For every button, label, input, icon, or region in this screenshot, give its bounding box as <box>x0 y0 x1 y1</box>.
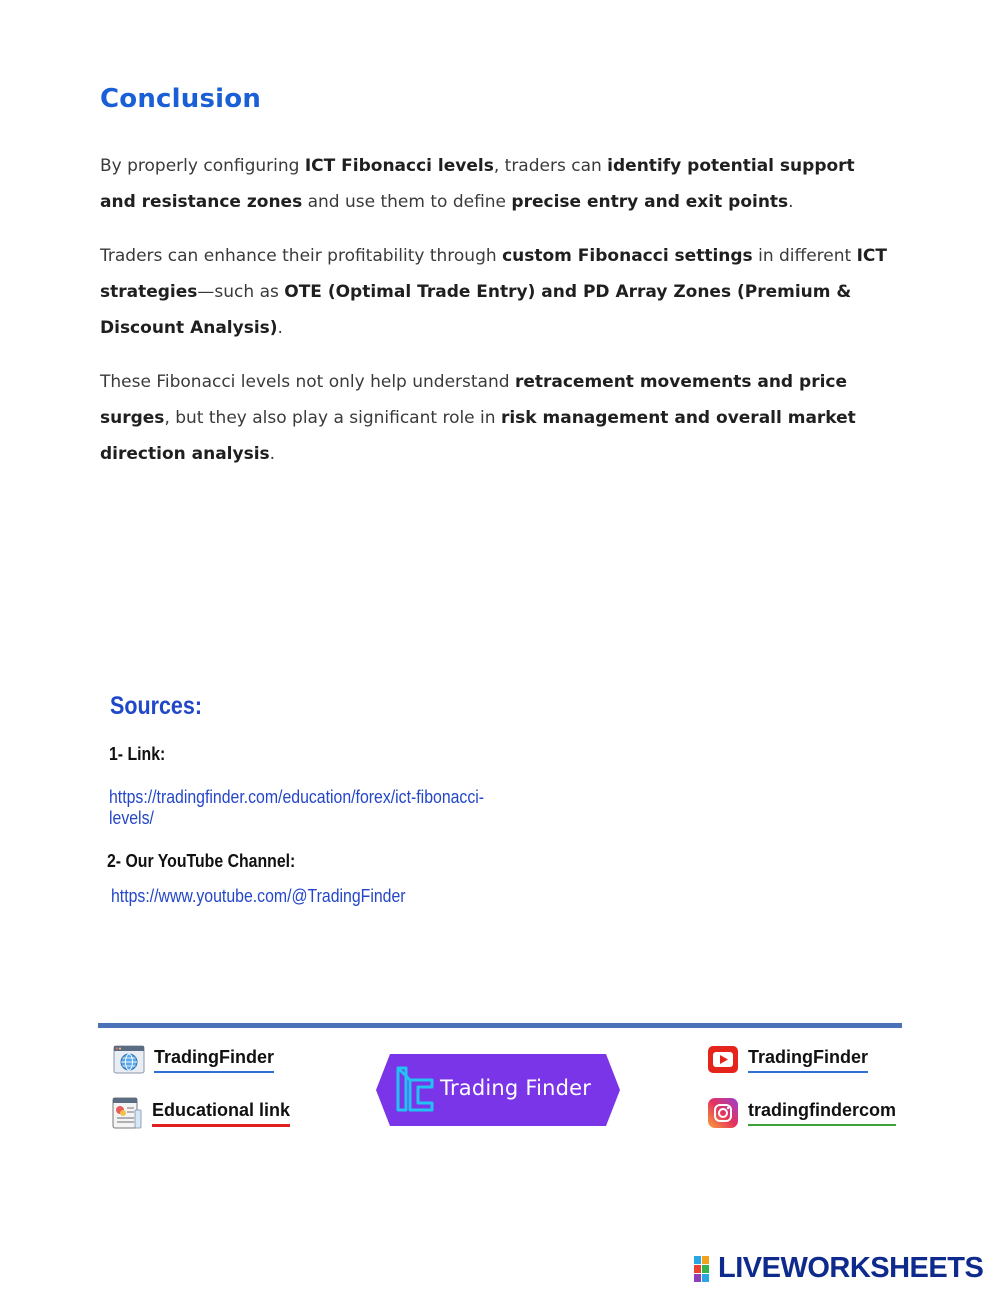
text-run: in different <box>752 246 857 266</box>
youtube-label: TradingFinder <box>748 1047 868 1073</box>
text-run: Traders can enhance their profitability through <box>100 246 503 266</box>
bold-phrase: OTE (Optimal Trade Entry) and PD Array Zones (Premium & Discount Analysis) <box>100 282 852 338</box>
document-icon <box>110 1096 144 1130</box>
bold-phrase: custom Fibonacci settings <box>502 246 753 266</box>
text-run: , but they also play a significant role in <box>164 408 501 428</box>
instagram-label: tradingfindercom <box>748 1100 896 1126</box>
source-2-link[interactable]: https://www.youtube.com/@TradingFinder <box>111 886 406 906</box>
source-1-link[interactable]: https://tradingfinder.com/education/forex/ict-fibonacci-levels/ <box>109 787 485 828</box>
text-run: , traders can <box>493 156 608 176</box>
liveworksheets-logo-icon <box>694 1256 718 1282</box>
text-run: and use them to define <box>302 192 512 212</box>
educational-link[interactable] <box>110 1096 290 1130</box>
instagram-icon <box>706 1096 740 1130</box>
bold-phrase: risk management and overall market direction analysis <box>100 408 856 464</box>
text-run: These Fibonacci levels not only help understand <box>100 372 515 392</box>
conclusion-heading: Conclusion <box>100 84 262 114</box>
youtube-link[interactable] <box>706 1043 868 1077</box>
text-run: —such as <box>197 282 285 302</box>
bold-phrase: precise entry and exit points <box>511 192 789 212</box>
bold-phrase: identify potential support and resistance zones <box>100 156 855 212</box>
website-label: TradingFinder <box>154 1047 274 1073</box>
text-run: . <box>788 192 794 212</box>
instagram-link[interactable] <box>706 1096 896 1130</box>
website-link[interactable] <box>112 1043 274 1077</box>
footer-divider <box>98 1023 902 1028</box>
source-2-label: 2- Our YouTube Channel: <box>107 851 296 871</box>
conclusion-paragraph-2 <box>100 238 890 346</box>
text-run: . <box>277 318 283 338</box>
globe-browser-icon <box>112 1043 146 1077</box>
bold-phrase: ICT strategies <box>100 246 888 302</box>
logo-text: Trading Finder <box>440 1076 592 1100</box>
text-run: By properly configuring <box>100 156 305 176</box>
conclusion-paragraph-3 <box>100 364 890 472</box>
bold-phrase: retracement movements and price surges <box>100 372 848 428</box>
liveworksheets-watermark: LIVEWORKSHEETS <box>718 1252 984 1284</box>
youtube-icon <box>706 1043 740 1077</box>
text-run: . <box>269 444 276 464</box>
educational-label: Educational link <box>152 1100 290 1127</box>
sources-heading: Sources: <box>110 692 203 720</box>
source-1-label: 1- Link: <box>109 744 166 764</box>
bold-phrase: ICT Fibonacci levels <box>304 156 494 176</box>
conclusion-paragraph-1 <box>100 148 890 220</box>
